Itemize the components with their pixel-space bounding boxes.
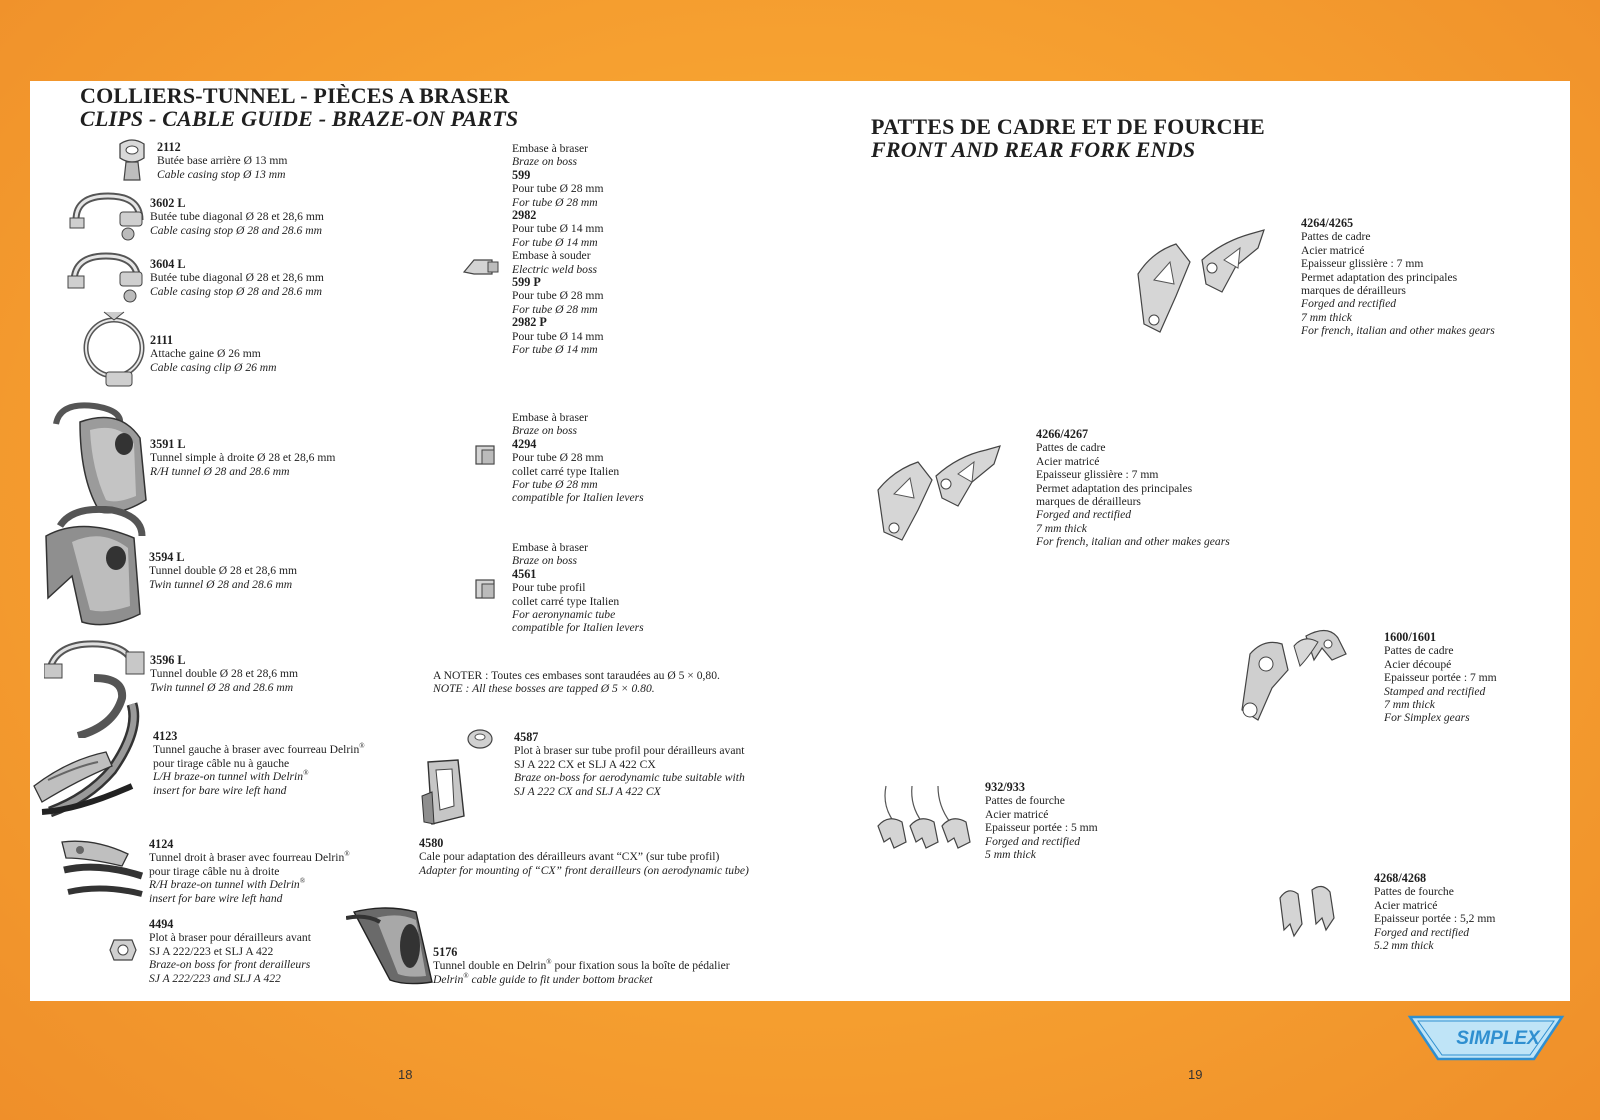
- item-4561: [512, 541, 644, 635]
- item-desc-fr: Butée tube diagonal Ø 28 et 28,6 mm: [150, 271, 324, 285]
- item-line-en: 5.2 mm thick: [1374, 939, 1434, 953]
- item-line: Acier découpé: [1384, 657, 1452, 671]
- item-line-en: Forged and rectified: [985, 834, 1081, 848]
- item-desc-en: Cable casing stop Ø 13 mm: [157, 167, 286, 181]
- item-desc-en: Twin tunnel Ø 28 and 28.6 mm: [149, 577, 293, 591]
- item-desc-en: Delrin® cable guide to fit under bottom bracket: [433, 971, 653, 986]
- item-4266-4267: [1036, 428, 1230, 549]
- item-3594l: [149, 551, 297, 591]
- item-line: Epaisseur glissière : 7 mm: [1036, 468, 1159, 482]
- registered-mark: ®: [344, 850, 350, 859]
- note-fr: A NOTER : Toutes ces embases sont taraudées au Ø 5 × 0,80.: [433, 669, 720, 682]
- item-desc-en-line2: SJ A 222/223 and SLJ A 422: [149, 971, 281, 985]
- fork-end-932-illustration: [872, 782, 976, 854]
- item-code: 4580: [419, 836, 444, 850]
- item-4494: [149, 918, 311, 985]
- registered-mark: ®: [546, 958, 552, 967]
- item-desc-fr-line1: Pour tube profil: [512, 581, 586, 595]
- item-4580: [419, 837, 749, 877]
- item-desc-en: Cable casing stop Ø 28 and 28.6 mm: [150, 284, 322, 298]
- tunnel-4123-illustration: [28, 700, 146, 826]
- item-code: 5176: [433, 945, 458, 959]
- group-title-fr: Embase à braser: [512, 142, 588, 155]
- registered-mark: ®: [463, 971, 469, 980]
- left-title-en: CLIPS - CABLE GUIDE - BRAZE-ON PARTS: [80, 106, 519, 131]
- item-4268: [1374, 872, 1495, 952]
- left-section-title: [80, 84, 518, 130]
- item-desc-en: Cable casing stop Ø 28 and 28.6 mm: [150, 223, 322, 237]
- item-3596l: [150, 654, 298, 694]
- item-desc-en-line2: compatible for Italien levers: [512, 491, 644, 505]
- item-desc-en-line2: insert for bare wire left hand: [149, 891, 283, 905]
- logo-text: SIMPLEX: [1456, 1028, 1540, 1049]
- tunnel-3594-illustration: [42, 506, 154, 630]
- item-line: Acier matricé: [1374, 898, 1438, 912]
- item-desc-en-line2: compatible for Italien levers: [512, 621, 644, 635]
- item-desc-en-line1: For tube Ø 28 mm: [512, 478, 598, 492]
- item-line-en: For Simplex gears: [1384, 711, 1470, 725]
- item-1600-1601: [1384, 631, 1497, 725]
- item-line: Permet adaptation des principales: [1301, 270, 1458, 284]
- item-desc-fr-line1: Plot à braser pour dérailleurs avant: [149, 931, 311, 945]
- item-line: Acier matricé: [985, 807, 1049, 821]
- item-code: 3594 L: [149, 550, 185, 564]
- group-title-fr: Embase à braser: [512, 541, 588, 554]
- group-title-fr: Embase à braser: [512, 411, 588, 424]
- item-3602l: [150, 197, 324, 237]
- item-desc-en: For tube Ø 14 mm: [512, 343, 598, 357]
- left-title-fr: COLLIERS-TUNNEL - PIÈCES A BRASER: [80, 83, 510, 108]
- simplex-logo: [1406, 1011, 1566, 1065]
- tunnel-4124-illustration: [58, 836, 148, 902]
- item-desc-fr: Cale pour adaptation des dérailleurs avant “CX” (sur tube profil): [419, 850, 720, 864]
- item-code: 4123: [153, 729, 178, 743]
- registered-mark: ®: [303, 769, 309, 778]
- item-line-en: For french, italian and other makes gears: [1036, 535, 1230, 549]
- boss-4587-illustration: [464, 726, 496, 752]
- item-code: 4266/4267: [1036, 427, 1089, 441]
- item-line: Epaisseur portée : 5,2 mm: [1374, 912, 1496, 926]
- item-code: 2112: [157, 140, 181, 154]
- item-4124: [149, 838, 350, 905]
- item-4294: [512, 411, 644, 505]
- item-line: Acier matricé: [1036, 454, 1100, 468]
- item-desc-en-line2: insert for bare wire left hand: [153, 783, 287, 797]
- item-line: Pattes de fourche: [1374, 885, 1454, 899]
- item-code: 3596 L: [150, 653, 186, 667]
- cable-stop-2112-illustration: [110, 136, 156, 186]
- item-desc-en: For tube Ø 28 mm: [512, 195, 598, 209]
- item-desc-en: Twin tunnel Ø 28 and 28.6 mm: [150, 680, 294, 694]
- item-line-en: 7 mm thick: [1384, 698, 1435, 712]
- item-code: 3604 L: [150, 257, 186, 271]
- item-desc-en-line1: For aeronynamic tube: [512, 608, 616, 622]
- item-line: marques de dérailleurs: [1301, 284, 1406, 298]
- item-code: 3602 L: [150, 196, 186, 210]
- group-title-en: Braze on boss: [512, 424, 578, 438]
- item-desc-fr-line2: collet carré type Italien: [512, 464, 620, 478]
- right-section-title: [871, 115, 1265, 161]
- item-desc-fr: Butée base arrière Ø 13 mm: [157, 154, 288, 168]
- boss-4561-illustration: [472, 576, 500, 604]
- cable-stop-3604-illustration: [66, 250, 148, 308]
- page-number-right: 19: [1188, 1067, 1203, 1082]
- item-desc-fr-line2: collet carré type Italien: [512, 594, 620, 608]
- item-3604l: [150, 258, 324, 298]
- bosses-note: [433, 669, 720, 696]
- group-title-en: Braze on boss: [512, 155, 578, 169]
- item-line: Epaisseur portée : 5 mm: [985, 821, 1098, 835]
- item-line: Pattes de cadre: [1036, 441, 1106, 455]
- item-line: marques de dérailleurs: [1036, 495, 1141, 509]
- item-code-2982p: 2982 P: [512, 315, 547, 330]
- item-desc-en: Cable casing clip Ø 26 mm: [150, 360, 277, 374]
- item-desc-fr: Tunnel double Ø 28 et 28,6 mm: [150, 667, 299, 681]
- item-4123: [153, 730, 365, 797]
- item-5176: [433, 946, 730, 986]
- item-code: 2111: [150, 333, 174, 347]
- frame-end-1600-illustration: [1234, 624, 1368, 728]
- boss-4494-illustration: [106, 934, 140, 966]
- item-desc-fr-line1: Tunnel droit à braser avec fourreau Delrin®: [149, 850, 350, 865]
- item-line-en: Forged and rectified: [1374, 925, 1470, 939]
- group-title-en: Braze on boss: [512, 554, 578, 568]
- adapter-4580-illustration: [418, 756, 470, 828]
- item-line: Permet adaptation des principales: [1036, 481, 1193, 495]
- item-desc-fr: Pour tube Ø 28 mm: [512, 289, 604, 303]
- item-desc-fr: Tunnel double Ø 28 et 28,6 mm: [149, 564, 298, 578]
- item-line-en: 7 mm thick: [1036, 521, 1087, 535]
- item-desc-en: For tube Ø 28 mm: [512, 302, 598, 316]
- item-line: Pattes de fourche: [985, 794, 1065, 808]
- item-line-en: Stamped and rectified: [1384, 684, 1486, 698]
- item-code: 4124: [149, 837, 174, 851]
- item-code-599p: 599 P: [512, 275, 541, 290]
- item-4587: [514, 731, 745, 798]
- frame-end-4264-illustration: [1132, 222, 1280, 346]
- weld-boss-illustration: [462, 254, 502, 280]
- item-desc-fr: Butée tube diagonal Ø 28 et 28,6 mm: [150, 210, 324, 224]
- item-line-en: Forged and rectified: [1036, 508, 1132, 522]
- group-title-fr: Embase à souder: [512, 249, 591, 263]
- item-desc-fr-line2: pour tirage câble nu à gauche: [153, 756, 290, 770]
- item-line-en: Forged and rectified: [1301, 297, 1397, 311]
- item-desc-fr: Pour tube Ø 28 mm: [512, 182, 604, 196]
- item-desc-en-line2: SJ A 222 CX and SLJ A 422 CX: [514, 784, 661, 798]
- item-desc-en: R/H tunnel Ø 28 and 28.6 mm: [150, 464, 290, 478]
- boss-4294-illustration: [472, 442, 500, 470]
- item-desc-en-line1: Braze on-boss for aerodynamic tube suitable with: [514, 771, 745, 785]
- right-title-fr: PATTES DE CADRE ET DE FOURCHE: [871, 114, 1265, 139]
- tunnel-3591-illustration: [50, 400, 150, 518]
- item-line: Epaisseur portée : 7 mm: [1384, 671, 1497, 685]
- item-desc-fr-line2: pour tirage câble nu à droite: [149, 864, 280, 878]
- item-desc-fr-line2: SJ A 222/223 et SLJ A 422: [149, 944, 274, 958]
- cable-stop-3602-illustration: [68, 190, 148, 246]
- item-code: 3591 L: [150, 437, 186, 451]
- item-line: Epaisseur glissière : 7 mm: [1301, 257, 1424, 271]
- item-3591l: [150, 438, 335, 478]
- item-desc-fr: Pour tube Ø 14 mm: [512, 329, 604, 343]
- note-en: NOTE : All these bosses are tapped Ø 5 × 0.80.: [433, 682, 655, 696]
- item-line: Pattes de cadre: [1384, 644, 1454, 658]
- item-desc-fr: Tunnel double en Delrin® pour fixation sous la boîte de pédalier: [433, 958, 730, 973]
- item-code: 4268/4268: [1374, 871, 1427, 885]
- cable-clip-2111-illustration: [78, 308, 150, 392]
- item-code: 4294: [512, 436, 537, 451]
- registered-mark: ®: [299, 877, 306, 886]
- item-code: 4561: [512, 566, 537, 581]
- item-desc-en-line1: Braze-on boss for front derailleurs: [149, 958, 311, 972]
- page-number-left: 18: [398, 1067, 413, 1082]
- item-desc-fr-line1: Tunnel gauche à braser avec fourreau Delrin®: [153, 742, 365, 757]
- item-2112: [157, 141, 287, 181]
- item-code: 4494: [149, 917, 174, 931]
- item-4264-4265: [1301, 217, 1495, 338]
- item-desc-fr-line1: Plot à braser sur tube profil pour dérailleurs avant: [514, 744, 745, 758]
- item-desc-en: For tube Ø 14 mm: [512, 235, 598, 249]
- item-code: 4264/4265: [1301, 216, 1354, 230]
- item-desc-en-line1: L/H braze-on tunnel with Delrin®: [153, 769, 309, 784]
- item-desc-fr-line1: Pour tube Ø 28 mm: [512, 451, 604, 465]
- item-line: Acier matricé: [1301, 243, 1365, 257]
- item-line-en: 5 mm thick: [985, 848, 1036, 862]
- cable-guide-5176-illustration: [346, 902, 438, 988]
- item-line: Pattes de cadre: [1301, 230, 1371, 244]
- item-line-en: For french, italian and other makes gears: [1301, 324, 1495, 338]
- item-desc-fr: Attache gaine Ø 26 mm: [150, 347, 261, 361]
- braze-boss-group-599: [512, 142, 603, 357]
- group-title-en: Electric weld boss: [512, 262, 598, 276]
- item-desc-en-line1: R/H braze-on tunnel with Delrin®: [149, 877, 306, 892]
- fork-end-4268-illustration: [1276, 884, 1348, 942]
- registered-mark: ®: [359, 742, 365, 751]
- item-code: 1600/1601: [1384, 630, 1437, 644]
- item-code: 932/933: [985, 780, 1025, 794]
- item-desc-fr: Tunnel simple à droite Ø 28 et 28,6 mm: [150, 451, 336, 465]
- item-line-en: 7 mm thick: [1301, 310, 1352, 324]
- item-code-599: 599: [512, 167, 531, 182]
- item-2111: [150, 334, 277, 374]
- item-code: 4587: [514, 730, 539, 744]
- item-desc-fr-line2: SJ A 222 CX et SLJ A 422 CX: [514, 757, 656, 771]
- frame-end-4266-illustration: [872, 440, 1014, 548]
- item-code-2982: 2982: [512, 208, 537, 223]
- item-932-933: [985, 781, 1098, 861]
- item-desc-en: Adapter for mounting of “CX” front derailleurs (on aerodynamic tube): [419, 863, 749, 877]
- right-title-en: FRONT AND REAR FORK ENDS: [871, 137, 1196, 162]
- item-desc-fr: Pour tube Ø 14 mm: [512, 222, 604, 236]
